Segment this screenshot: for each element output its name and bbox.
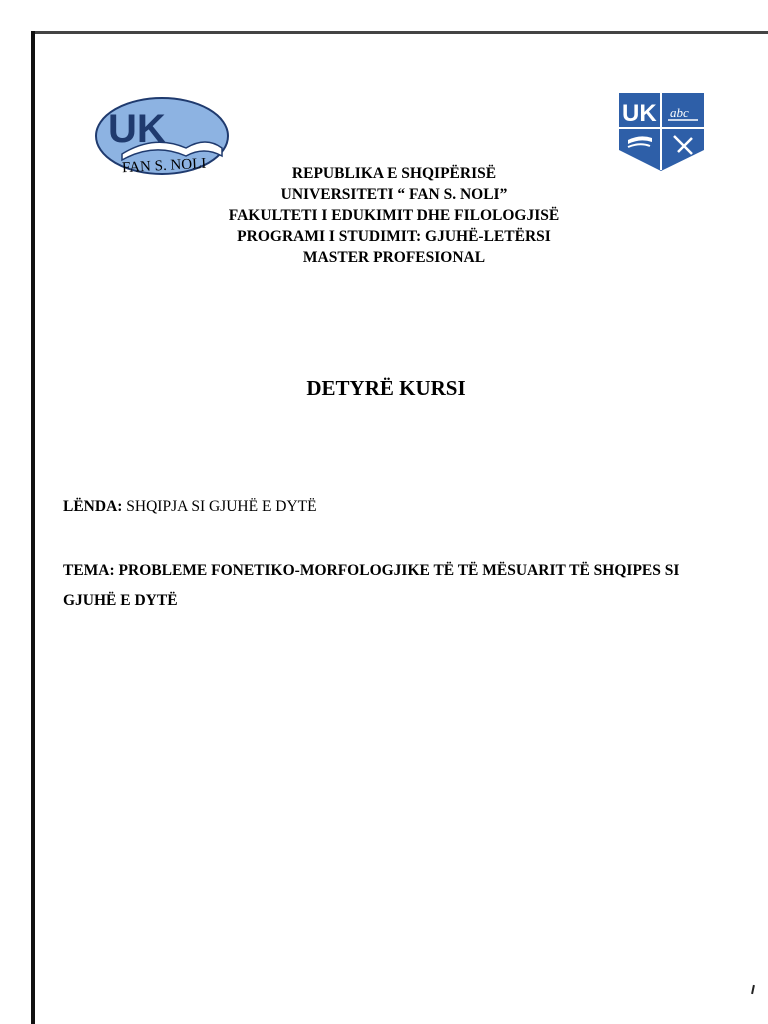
university-logo-right [618, 92, 705, 172]
subject-value: SHQIPJA SI GJUHË E DYTË [122, 498, 317, 515]
logo-left-letters: UK [108, 107, 166, 151]
document-title: DETYRË KURSI [306, 376, 466, 400]
header-line-degree: MASTER PROFESIONAL [302, 249, 486, 266]
institution-header [0, 163, 768, 268]
topic-line [63, 556, 723, 616]
page-corner-mark [751, 985, 755, 994]
page-border-top [32, 31, 768, 34]
header-line-program: PROGRAMI I STUDIMIT: GJUHË-LETËRSI [237, 228, 551, 245]
topic-value: PROBLEME FONETIKO-MORFOLOGJIKE TË TË MËSUARIT TË SHQIPES SI GJUHË E DYTË [63, 562, 680, 609]
subject-line [63, 498, 317, 516]
header-line-university: UNIVERSITETI “ FAN S. NOLI” [280, 186, 508, 203]
subject-label: LËNDA: [63, 498, 123, 515]
logo-left-text: FAN S. NOLI [121, 155, 207, 177]
header-line-country: REPUBLIKA E SHQIPËRISË [291, 165, 497, 182]
logo-right-tag: abc [670, 105, 689, 120]
logo-right-letters: UK [622, 100, 657, 127]
topic-label: TEMA: [63, 562, 115, 579]
header-line-faculty: FAKULTETI I EDUKIMIT DHE FILOLOGJISË [228, 207, 560, 224]
